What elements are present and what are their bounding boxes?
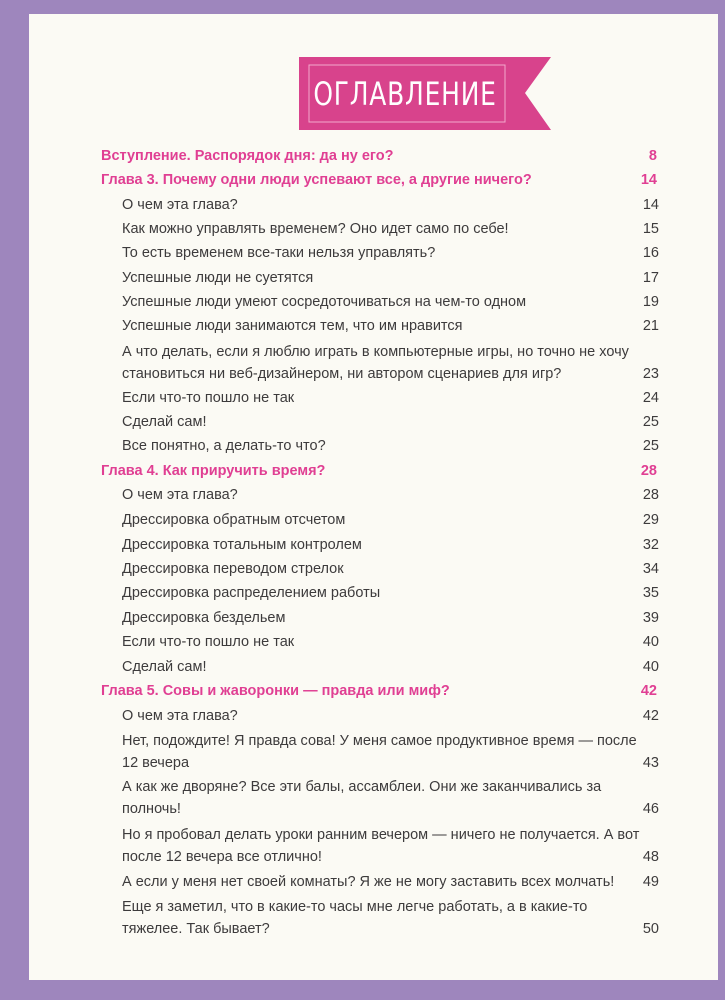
toc-title: Все понятно, а делать-то что?: [122, 438, 326, 454]
toc-title: О чем эта глава?: [122, 487, 238, 503]
toc-page: 40: [642, 659, 659, 675]
toc-title: Дрессировка обратным отсчетом: [122, 512, 346, 528]
toc-title: Нет, подождите! Я правда сова! У меня самое продуктивное время — после 12 вечера: [122, 733, 637, 771]
toc-title: Еще я заметил, что в какие-то часы мне легче работать, а в какие-то тяжелее. Так бывает?: [122, 899, 588, 937]
toc-page: 42: [642, 708, 659, 724]
toc-page: 17: [642, 270, 659, 286]
toc-page: 16: [642, 245, 659, 261]
toc-title: Глава 5. Совы и жаворонки — правда или миф?: [101, 683, 450, 699]
toc-title: Дрессировка переводом стрелок: [122, 561, 344, 577]
page-title: ОГЛАВЛЕНИЕ: [313, 74, 497, 113]
toc-page: 43: [642, 754, 659, 771]
toc-page: 8: [648, 148, 657, 164]
toc-title: Дрессировка тотальным контролем: [122, 537, 362, 553]
toc-page: 34: [642, 561, 659, 577]
toc-title: Успешные люди не суетятся: [122, 270, 314, 286]
toc-page: 24: [642, 390, 659, 406]
toc-page: 14: [640, 172, 657, 188]
toc-page: 48: [642, 848, 659, 865]
toc-page: 42: [640, 683, 657, 699]
toc-title: Успешные люди занимаются тем, что им нравится: [122, 318, 463, 334]
toc-title: Сделай сам!: [122, 659, 207, 675]
toc-title: Сделай сам!: [122, 414, 207, 430]
toc-page: 39: [642, 610, 659, 626]
toc-page: 15: [642, 221, 659, 237]
toc-page: 32: [642, 537, 659, 553]
toc-title: Если что-то пошло не так: [122, 390, 295, 406]
toc-title: Но я пробовал делать уроки ранним вечером — ничего не получается. А вот после 12 вечера все отлично!: [122, 827, 640, 865]
toc-title: Дрессировка бездельем: [122, 610, 286, 626]
toc-page: 25: [642, 438, 659, 454]
toc-page: 50: [642, 920, 659, 937]
toc-page: 40: [642, 634, 659, 650]
toc-title: Дрессировка распределением работы: [122, 585, 381, 601]
toc-page: 14: [642, 197, 659, 213]
toc-title: А как же дворяне? Все эти балы, ассамблеи. Они же заканчивались за полночь!: [122, 779, 602, 817]
toc-page: 28: [642, 487, 659, 503]
toc-title: Глава 4. Как приручить время?: [101, 463, 326, 479]
toc-page: 23: [642, 365, 659, 382]
toc-page: 19: [642, 294, 659, 310]
book-page: [29, 14, 718, 980]
toc-title: А если у меня нет своей комнаты? Я же не могу заставить всех молчать!: [122, 874, 615, 890]
toc-page: 25: [642, 414, 659, 430]
table-of-contents: [29, 14, 718, 980]
toc-title: О чем эта глава?: [122, 197, 238, 213]
toc-title: Успешные люди умеют сосредоточиваться на чем-то одном: [122, 294, 527, 310]
toc-page: 46: [642, 800, 659, 817]
toc-title: Вступление. Распорядок дня: да ну его?: [101, 148, 394, 164]
toc-title: О чем эта глава?: [122, 708, 238, 724]
toc-page: 49: [642, 874, 659, 890]
toc-page: 28: [640, 463, 657, 479]
toc-title: То есть временем все-таки нельзя управлять?: [122, 245, 436, 261]
toc-page: 21: [642, 318, 659, 334]
toc-title: Глава 3. Почему одни люди успевают все, а другие ничего?: [101, 172, 532, 188]
toc-page: 29: [642, 512, 659, 528]
toc-title: Если что-то пошло не так: [122, 634, 295, 650]
toc-title: Как можно управлять временем? Оно идет само по себе!: [122, 221, 509, 237]
toc-title: А что делать, если я люблю играть в компьютерные игры, но точно не хочу становиться ни веб-дизайнером, ни автором сценариев для игр?: [122, 344, 629, 382]
toc-page: 35: [642, 585, 659, 601]
